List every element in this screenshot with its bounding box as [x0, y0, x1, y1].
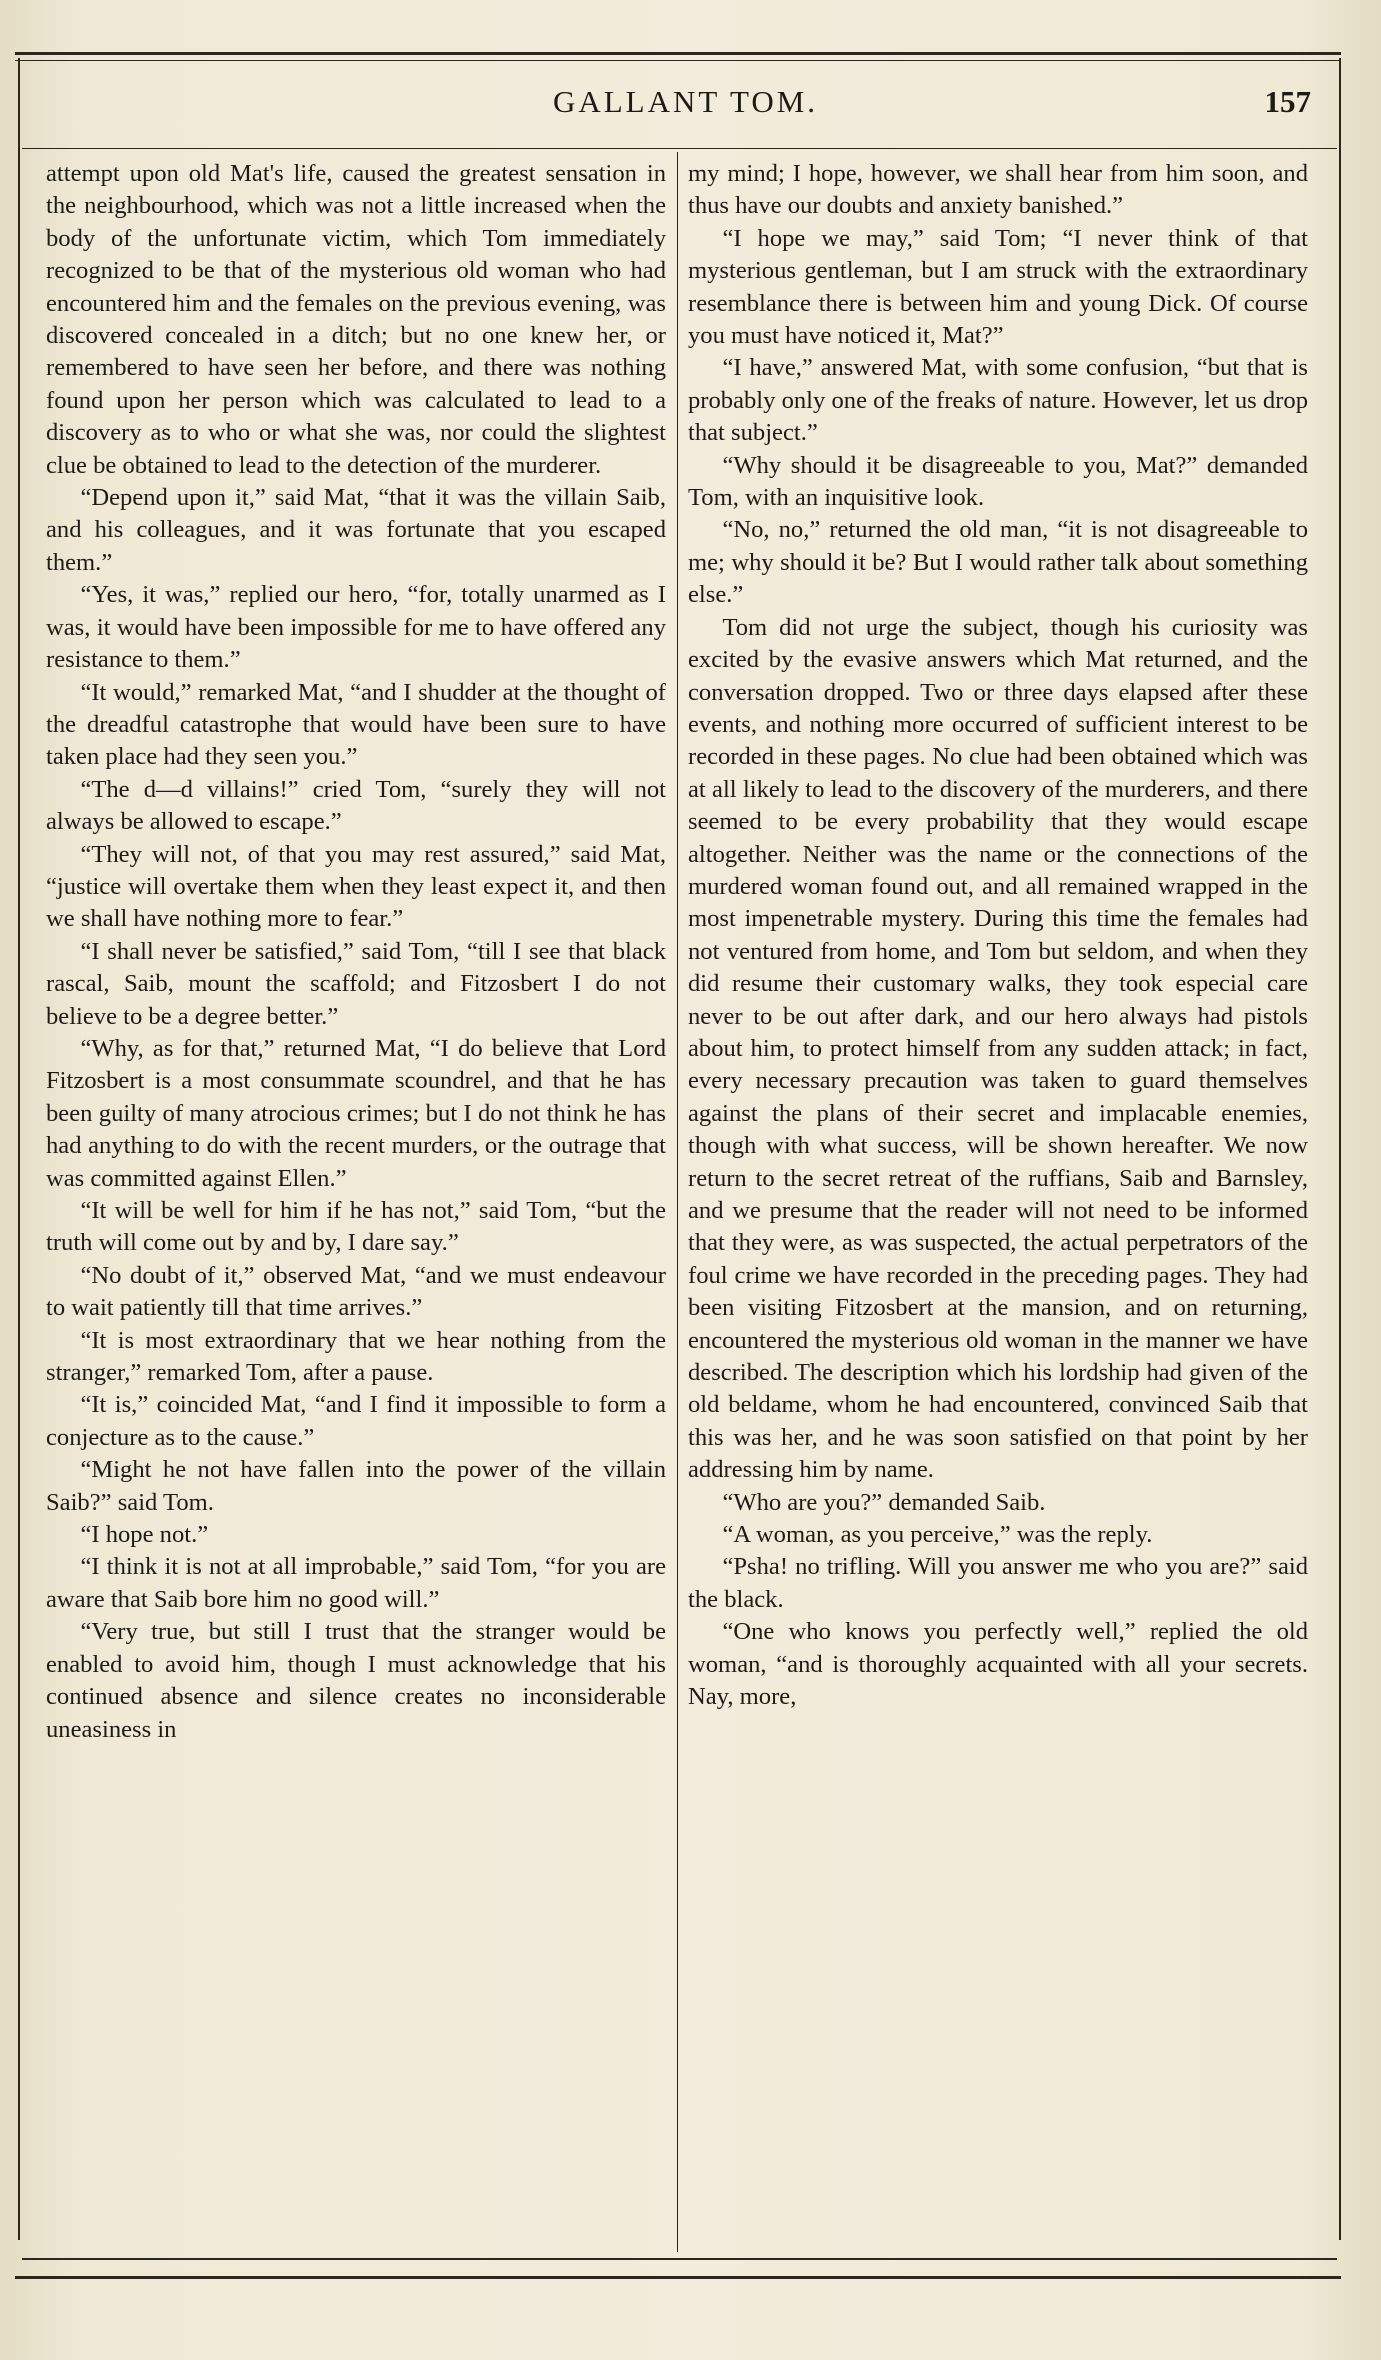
paragraph: “Very true, but still I trust that the stranger would be enabled to avoid him, though I must acknowledge that his continued absence and silence creates no inconsiderable uneasiness in: [46, 1618, 666, 1743]
paragraph: “I hope we may,” said Tom; “I never think of that mysterious gentleman, but I am struck with the extraordinary resemblance there is between him and young Dick. Of course you must have noticed it, Mat?”: [688, 224, 1308, 350]
header-rule: [22, 148, 1337, 149]
paragraph: Tom did not urge the subject, though his curiosity was excited by the evasive answers which Mat returned, and the conversation dropped. Two or three days elapsed after these events, and nothing more occurred of sufficient interest to be recorded in these pages. No clue had been obtained which was at all likely to lead to the discovery of the murderers, and there seemed to be every probability that they would escape altogether. Neither was the name or the connections of the murdered woman found out, and all remained wrapped in the most impenetrable mystery. During this time the females had not ventured from home, and Tom but seldom, and when they did resume their customary walks, they took especial care never to be out after dark, and our hero always had pistols about him, to protect himself from any sudden attack; in fact, every necessary precaution was taken to guard themselves against the plans of their secret and implacable enemies, though with what success, will be shown hereafter. We now return to the secret retreat of the ruffians, Saib and Barnsley, and we presume that the reader will not need to be informed that they were, as was suspected, the actual perpetrators of the foul crime we have recorded in the preceding pages. They had been visiting Fitzosbert at the mansion, and on returning, encountered the mysterious old woman in the manner we have described. The description which his lordship had given of the old beldame, whom he had encountered, convinced Saib that this was her, and he was soon satisfied on that point by her addressing him by name.: [688, 613, 1308, 1484]
paragraph: “Might he not have fallen into the power of the villain Saib?” said Tom.: [46, 1456, 666, 1516]
right-border-rule: [1339, 58, 1341, 2240]
paragraph: “I shall never be satisfied,” said Tom, “till I see that black rascal, Saib, mount the scaffold; and Fitzosbert I do not believe to be a degree better.”: [46, 937, 666, 1030]
running-title: GALLANT TOM.: [552, 84, 819, 119]
paragraph: “It will be well for him if he has not,” said Tom, “but the truth will come out by and by, I dare say.”: [46, 1197, 666, 1257]
paragraph: “Who are you?” demanded Saib.: [722, 1488, 1046, 1516]
paragraph: “I think it is not at all improbable,” said Tom, “for you are aware that Saib bore him no good will.”: [46, 1553, 666, 1613]
paragraph: “It is most extraordinary that we hear nothing from the stranger,” remarked Tom, after a pause.: [46, 1326, 666, 1387]
paragraph: “A woman, as you perceive,” was the reply.: [722, 1521, 1153, 1549]
bottom-double-rule: [15, 2276, 1341, 2279]
paragraph: my mind; I hope, however, we shall hear from him soon, and thus have our doubts and anxiety banished.”: [688, 160, 1308, 220]
paragraph: “I have,” answered Mat, with some confusion, “but that is probably only one of the freaks of nature. However, let us drop that subject.”: [688, 354, 1308, 447]
page-number: 157: [1264, 84, 1311, 119]
paragraph: “Psha! no trifling. Will you answer me who you are?” said the black.: [688, 1553, 1308, 1613]
paragraph: “The d—d villains!” cried Tom, “surely they will not always be allowed to escape.”: [46, 775, 666, 836]
paragraph: “It is,” coincided Mat, “and I find it impossible to form a conjecture as to the cause.”: [46, 1391, 666, 1451]
paragraph: “Why should it be disagreeable to you, Mat?” demanded Tom, with an inquisitive look.: [688, 451, 1308, 512]
left-border-rule: [18, 58, 20, 2240]
paragraph: “Why, as for that,” returned Mat, “I do believe that Lord Fitzosbert is a most consummate scoundrel, and that he has been guilty of many atrocious crimes; but I do not think he has had anything to do with the recent murders, or the outrage that was committed against Ellen.”: [46, 1034, 666, 1192]
paragraph: “Yes, it was,” replied our hero, “for, totally unarmed as I was, it would have been impossible for me to have offered any resistance to them.”: [46, 581, 666, 674]
paragraph: “Depend upon it,” said Mat, “that it was the villain Saib, and his colleagues, and it was fortunate that you escaped them.”: [46, 484, 666, 576]
column-divider: [677, 152, 678, 2252]
right-column: [688, 158, 1308, 1714]
paragraph: “They will not, of that you may rest assured,” said Mat, “justice will overtake them when they least expect it, and then we shall have nothing more to fear.”: [46, 840, 666, 933]
paragraph: attempt upon old Mat's life, caused the greatest sensation in the neighbourhood, which was not a little increased when the body of the unfortunate victim, which Tom immediately recognized to be that of the mysterious old woman who had encountered him and the females on the previous evening, was discovered concealed in a ditch; but no one knew her, or remembered to have seen her before, and there was nothing found upon her person which was calculated to lead to a discovery as to who or what she was, nor could the slightest clue be obtained to lead to the detection of the murderer.: [46, 160, 666, 479]
paragraph: “One who knows you perfectly well,” replied the old woman, “and is thoroughly acquainted with all your secrets. Nay, more,: [688, 1618, 1308, 1711]
bottom-thin-rule: [22, 2258, 1337, 2260]
paragraph: “No, no,” returned the old man, “it is not disagreeable to me; why should it be? But I would rather talk about something else.”: [688, 516, 1308, 609]
page-header: [60, 84, 1311, 134]
top-thin-rule: [15, 60, 1341, 61]
left-column: [46, 158, 666, 1746]
paragraph: “I hope not.”: [80, 1521, 209, 1549]
paragraph: “It would,” remarked Mat, “and I shudder at the thought of the dreadful catastrophe that would have been sure to have taken place had they seen you.”: [46, 678, 666, 771]
paragraph: “No doubt of it,” observed Mat, “and we must endeavour to wait patiently till that time arrives.”: [46, 1261, 666, 1322]
top-double-rule: [15, 52, 1341, 55]
